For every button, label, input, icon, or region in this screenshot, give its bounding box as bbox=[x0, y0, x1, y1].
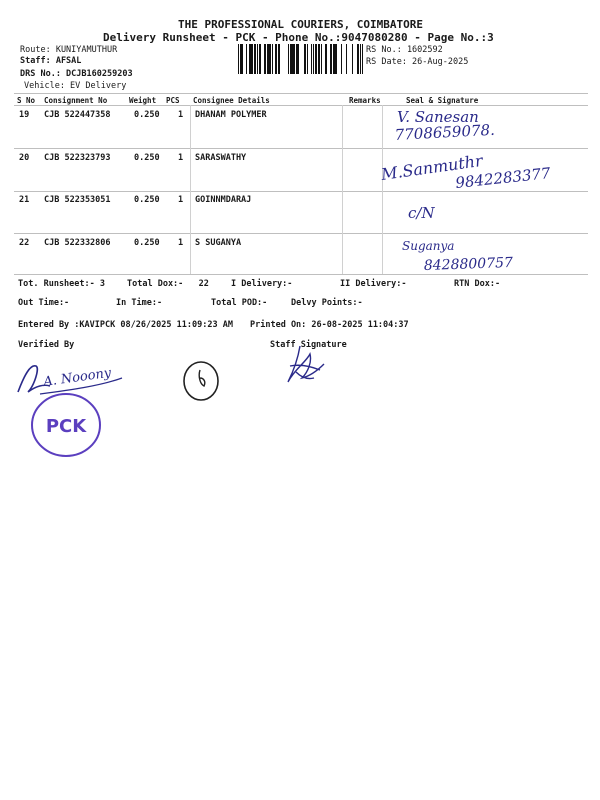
signature-name: Suganya bbox=[402, 239, 455, 253]
handwritten-signature bbox=[385, 106, 585, 146]
signature-name: c/N bbox=[408, 204, 435, 222]
total-pod: Total POD:- bbox=[211, 298, 268, 308]
entered-by: Entered By :KAVIPCK 08/26/2025 11:09:23 AM bbox=[18, 320, 233, 330]
row-weight: 0.250 bbox=[134, 238, 160, 248]
col-header-weight: Weight bbox=[129, 96, 157, 105]
row-consignment: CJB 522353051 bbox=[44, 195, 111, 205]
staff-signature-mark bbox=[280, 342, 330, 388]
rtn-dox: RTN Dox:- bbox=[454, 279, 501, 289]
row-weight: 0.250 bbox=[134, 153, 160, 163]
row-consignee: SARASWATHY bbox=[195, 153, 247, 163]
col-header-sno: S No bbox=[17, 96, 36, 105]
i-delivery: I Delivery:- bbox=[231, 279, 293, 289]
drs-number: DRS No.: DCJB160259203 bbox=[20, 69, 133, 79]
row-consignee: S SUGANYA bbox=[195, 238, 242, 248]
verified-by-label: Verified By bbox=[18, 340, 75, 350]
row-pcs: 1 bbox=[178, 153, 184, 163]
row-rule-1 bbox=[14, 148, 588, 149]
row-consignment: CJB 522332806 bbox=[44, 238, 111, 248]
printed-on: Printed On: 26-08-2025 11:04:37 bbox=[250, 320, 409, 330]
rs-number: RS No.: 1602592 bbox=[366, 45, 443, 55]
row-sno: 19 bbox=[19, 110, 30, 120]
circle-mark bbox=[178, 356, 228, 406]
document-title: THE PROFESSIONAL COURIERS, COIMBATORE bbox=[178, 18, 424, 31]
out-time: Out Time:- bbox=[18, 298, 70, 308]
ii-delivery: II Delivery:- bbox=[340, 279, 407, 289]
total-dox: Total Dox:- 22 bbox=[127, 279, 209, 289]
staff-signature-label: Staff Signature bbox=[270, 340, 347, 350]
signature-phone: 8428800757 bbox=[423, 254, 514, 274]
row-consignee: GOINNMDARAJ bbox=[195, 195, 252, 205]
total-runsheet: Tot. Runsheet:- 3 bbox=[18, 279, 105, 289]
route-label: Route: KUNIYAMUTHUR bbox=[20, 45, 118, 55]
handwritten-signature bbox=[378, 150, 588, 194]
delvy-points: Delvy Points:- bbox=[291, 298, 363, 308]
row-sno: 22 bbox=[19, 238, 30, 248]
row-consignment: CJB 522323793 bbox=[44, 153, 111, 163]
pck-stamp bbox=[26, 390, 108, 462]
signature-phone: 9842283377 bbox=[454, 164, 552, 192]
col-rule-consignee bbox=[190, 105, 191, 274]
row-weight: 0.250 bbox=[134, 195, 160, 205]
handwritten-signature bbox=[398, 234, 548, 276]
col-header-consignee: Consignee Details bbox=[193, 96, 270, 105]
vehicle-label: Vehicle: EV Delivery bbox=[24, 81, 127, 91]
row-pcs: 1 bbox=[178, 110, 184, 120]
row-sno: 21 bbox=[19, 195, 30, 205]
document-subtitle: Delivery Runsheet - PCK - Phone No.:9047080280 - Page No.:3 bbox=[103, 31, 494, 44]
col-header-remarks: Remarks bbox=[349, 96, 381, 105]
in-time: In Time:- bbox=[116, 298, 163, 308]
col-header-consignment: Consignment No bbox=[44, 96, 108, 105]
col-header-signature: Seal & Signature bbox=[406, 96, 479, 105]
staff-label: Staff: AFSAL bbox=[20, 56, 82, 66]
verifier-signature-text: A. Nooony bbox=[42, 365, 113, 390]
table-top-rule bbox=[14, 93, 588, 94]
row-pcs: 1 bbox=[178, 195, 184, 205]
col-header-pcs: PCS bbox=[166, 96, 180, 105]
row-consignee: DHANAM POLYMER bbox=[195, 110, 267, 120]
signature-phone: 7708659078. bbox=[394, 120, 496, 144]
rs-date: RS Date: 26-Aug-2025 bbox=[366, 57, 469, 67]
row-consignment: CJB 522447358 bbox=[44, 110, 111, 120]
stamp-text: PCK bbox=[45, 416, 87, 437]
barcode-image bbox=[236, 44, 363, 74]
handwritten-signature bbox=[400, 196, 480, 226]
signature-name: M.Sanmuthr bbox=[379, 150, 484, 184]
row-weight: 0.250 bbox=[134, 110, 160, 120]
signature-name: V. Sanesan bbox=[397, 108, 479, 126]
row-pcs: 1 bbox=[178, 238, 184, 248]
col-rule-remarks bbox=[342, 105, 343, 274]
row-sno: 20 bbox=[19, 153, 30, 163]
